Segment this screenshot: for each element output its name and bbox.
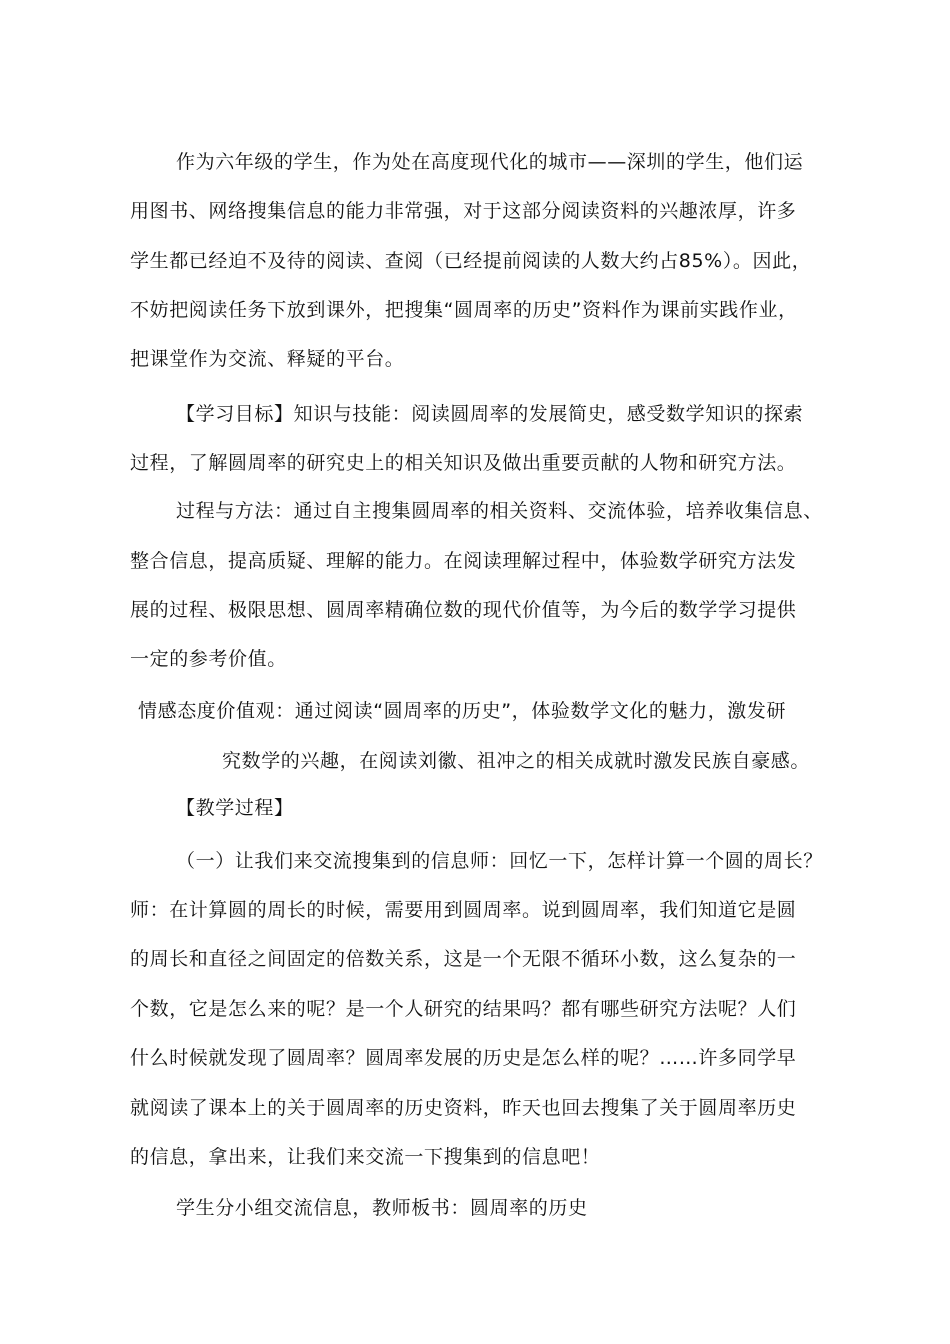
text-line: 作为六年级的学生，作为处在高度现代化的城市——深圳的学生，他们运 — [176, 151, 804, 173]
text-line: 情感态度价值观：通过阅读“圆周率的历史”，体验数学文化的魅力，激发研 — [138, 700, 787, 722]
text-line: 不妨把阅读任务下放到课外，把搜集“圆周率的历史”资料作为课前实践作业， — [130, 299, 798, 321]
text-line: 学生都已经迫不及待的阅读、查阅（已经提前阅读的人数大约占85%）。因此， — [130, 250, 812, 272]
text-line: 就阅读了课本上的关于圆周率的历史资料，昨天也回去搜集了关于圆周率历史 — [130, 1097, 797, 1119]
text-line: 【学习目标】知识与技能：阅读圆周率的发展简史，感受数学知识的探索 — [176, 403, 804, 425]
text-line: 用图书、网络搜集信息的能力非常强，对于这部分阅读资料的兴趣浓厚，许多 — [130, 200, 797, 222]
text-line: 师：在计算圆的周长的时候，需要用到圆周率。说到圆周率，我们知道它是圆 — [130, 899, 797, 921]
text-line: 过程与方法：通过自主搜集圆周率的相关资料、交流体验，培养收集信息、 — [176, 500, 823, 522]
text-line: （一）让我们来交流搜集到的信息师：回忆一下，怎样计算一个圆的周长？ — [176, 850, 823, 872]
text-line: 一定的参考价值。 — [130, 648, 287, 670]
text-line: 的信息，拿出来，让我们来交流一下搜集到的信息吧！ — [130, 1146, 601, 1168]
text-line: 的周长和直径之间固定的倍数关系，这是一个无限不循环小数，这么复杂的一 — [130, 948, 797, 970]
text-line: 什么时候就发现了圆周率？圆周率发展的历史是怎么样的呢？……许多同学早 — [130, 1047, 797, 1069]
section-heading: 【教学过程】 — [176, 797, 294, 819]
text-line: 把课堂作为交流、释疑的平台。 — [130, 348, 405, 370]
text-line: 究数学的兴趣，在阅读刘徽、祖冲之的相关成就时激发民族自豪感。 — [222, 750, 811, 772]
text-line: 过程，了解圆周率的研究史上的相关知识及做出重要贡献的人物和研究方法。 — [130, 452, 797, 474]
text-line: 整合信息，提高质疑、理解的能力。在阅读理解过程中，体验数学研究方法发 — [130, 550, 797, 572]
text-line: 展的过程、极限思想、圆周率精确位数的现代价值等，为今后的数学学习提供 — [130, 599, 797, 621]
text-line: 个数，它是怎么来的呢？是一个人研究的结果吗？都有哪些研究方法呢？人们 — [130, 998, 797, 1020]
text-line: 学生分小组交流信息，教师板书：圆周率的历史 — [176, 1197, 588, 1219]
